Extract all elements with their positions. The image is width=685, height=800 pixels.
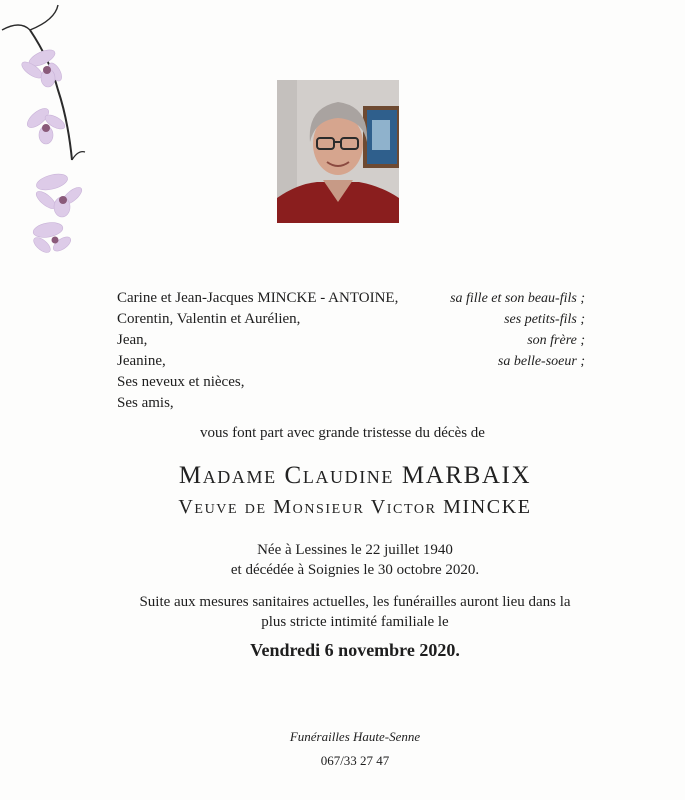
family-relation: sa fille et son beau-fils ;: [450, 291, 585, 306]
family-relation: ses petits-fils ;: [504, 312, 585, 327]
family-member-name: Ses amis,: [117, 395, 174, 411]
death-line: et décédée à Soignies le 30 octobre 2020.: [230, 562, 480, 578]
family-row: [117, 372, 585, 393]
family-relation: son frère ;: [527, 333, 585, 348]
family-row: [117, 330, 585, 351]
birth-death-dates: [0, 540, 685, 580]
phone-number: 067/33 27 47: [320, 753, 390, 768]
funeral-date: Vendredi 6 novembre 2020.: [250, 640, 460, 660]
deceased-name: Madame Claudine MARBAIX: [178, 462, 532, 489]
orchid-branch-icon: [0, 0, 100, 260]
family-row: [117, 309, 585, 330]
family-row: [117, 351, 585, 372]
announcement-text: vous font part avec grande tristesse du décès de: [200, 425, 485, 441]
family-row: [117, 288, 585, 309]
funeral-notice: [0, 592, 685, 632]
birth-line: Née à Lessines le 22 juillet 1940: [257, 542, 453, 558]
funeral-director: Funérailles Haute-Senne: [289, 729, 421, 744]
notice-line-1: Suite aux mesures sanitaires actuelles, les funérailles auront lieu dans la: [139, 594, 571, 610]
widow-of-line: Veuve de Monsieur Victor MINCKE: [178, 496, 532, 518]
family-member-name: Jean,: [117, 332, 148, 348]
family-row: [117, 393, 585, 414]
footer: [0, 725, 685, 773]
family-list: [117, 288, 585, 414]
family-member-name: Jeanine,: [117, 353, 166, 369]
family-member-name: Corentin, Valentin et Aurélien,: [117, 311, 301, 327]
family-member-name: Carine et Jean-Jacques MINCKE - ANTOINE,: [117, 290, 399, 306]
family-relation: sa belle-soeur ;: [497, 354, 585, 369]
notice-line-2: plus stricte intimité familiale le: [261, 614, 449, 630]
portrait-photo: [277, 80, 399, 223]
family-member-name: Ses neveux et nièces,: [117, 374, 245, 390]
